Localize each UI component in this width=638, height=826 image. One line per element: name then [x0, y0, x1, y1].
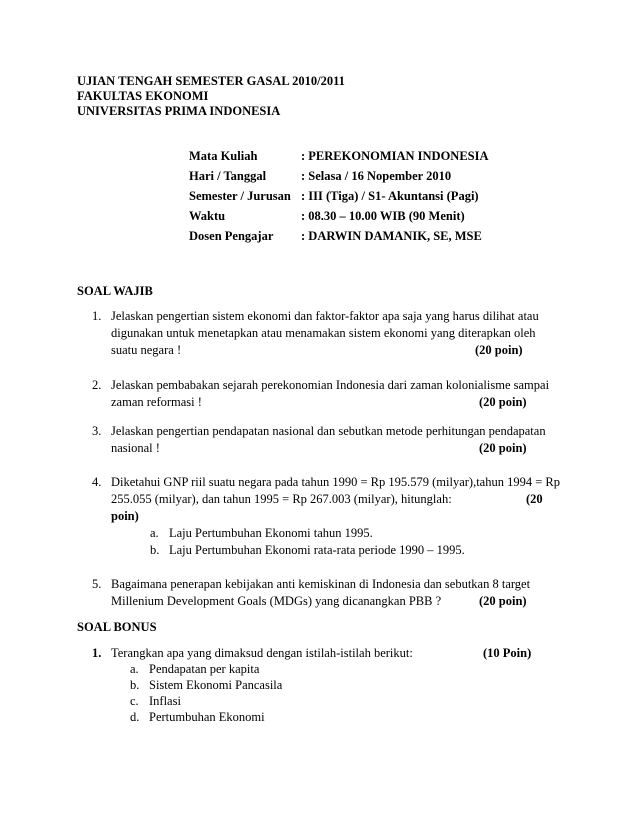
question-line: Millenium Development Goals (MDGs) yang dicanangkan PBB ? — [111, 594, 442, 608]
question-line: suatu negara ! — [111, 343, 182, 357]
question-points: (10 Poin) — [483, 646, 532, 660]
bonus-item-text: Pertumbuhan Ekonomi — [149, 710, 265, 724]
question-line: Jelaskan pengertian sistem ekonomi dan faktor-faktor apa saja yang harus dilihat atau — [111, 309, 539, 323]
question-points: (20 poin) — [479, 395, 527, 409]
bonus-item-text: Pendapatan per kapita — [149, 662, 260, 676]
question-number: 2. — [92, 378, 102, 392]
section-title-soal-wajib: SOAL WAJIB — [77, 284, 153, 298]
bonus-item-letter: d. — [130, 710, 140, 724]
question-points: (20 poin) — [479, 594, 527, 608]
info-label-semester: Semester / Jurusan — [189, 189, 291, 203]
sub-question-letter: a. — [150, 526, 159, 540]
question-line: Terangkan apa yang dimaksud dengan istilah-istilah berikut: — [111, 646, 413, 660]
bonus-item-text: Sistem Ekonomi Pancasila — [149, 678, 283, 692]
bonus-item-letter: a. — [130, 662, 139, 676]
question-line: Bagaimana penerapan kebijakan anti kemiskinan di Indonesia dan sebutkan 8 target — [111, 577, 531, 591]
info-value-dosen: : DARWIN DAMANIK, SE, MSE — [301, 229, 482, 243]
question-line: nasional ! — [111, 441, 160, 455]
question-points: (20 poin) — [475, 343, 523, 357]
question-points: (20 poin) — [479, 441, 527, 455]
info-value-semester: : III (Tiga) / S1- Akuntansi (Pagi) — [301, 189, 479, 203]
bonus-item-letter: b. — [130, 678, 140, 692]
question-number: 1. — [92, 309, 102, 323]
section-title-soal-bonus: SOAL BONUS — [77, 620, 157, 634]
question-number: 4. — [92, 475, 102, 489]
faculty-name: FAKULTAS EKONOMI — [77, 89, 209, 103]
university-name: UNIVERSITAS PRIMA INDONESIA — [77, 104, 281, 118]
question-number: 1. — [92, 646, 102, 660]
bonus-item-letter: c. — [130, 694, 139, 708]
info-label-waktu: Waktu — [189, 209, 226, 223]
info-label-dosen: Dosen Pengajar — [189, 229, 274, 243]
question-line: zaman reformasi ! — [111, 395, 202, 409]
info-value-hari-tanggal: : Selasa / 16 Nopember 2010 — [301, 169, 452, 183]
question-points-continued: poin) — [111, 509, 139, 523]
sub-question-text: Laju Pertumbuhan Ekonomi rata-rata periode 1990 – 1995. — [169, 543, 465, 557]
question-line: digunakan untuk menetapkan atau menamakan sistem ekonomi yang diterapkan oleh — [111, 326, 536, 340]
question-points: (20 — [526, 492, 543, 506]
question-number: 3. — [92, 424, 102, 438]
question-number: 5. — [92, 577, 102, 591]
bonus-item-text: Inflasi — [149, 694, 181, 708]
question-line: Jelaskan pengertian pendapatan nasional dan sebutkan metode perhitungan pendapatan — [111, 424, 546, 438]
sub-question-letter: b. — [150, 543, 160, 557]
sub-question-text: Laju Pertumbuhan Ekonomi tahun 1995. — [169, 526, 373, 540]
info-label-mata-kuliah: Mata Kuliah — [189, 149, 258, 163]
question-line: Diketahui GNP riil suatu negara pada tahun 1990 = Rp 195.579 (milyar),tahun 1994 = Rp — [111, 475, 560, 489]
question-line: 255.055 (milyar), dan tahun 1995 = Rp 267.003 (milyar), hitunglah: — [111, 492, 452, 506]
question-line: Jelaskan pembabakan sejarah perekonomian Indonesia dari zaman kolonialisme sampai — [111, 378, 550, 392]
info-value-mata-kuliah: : PEREKONOMIAN INDONESIA — [301, 149, 489, 163]
exam-title: UJIAN TENGAH SEMESTER GASAL 2010/2011 — [77, 74, 345, 88]
info-label-hari-tanggal: Hari / Tanggal — [189, 169, 267, 183]
info-value-waktu: : 08.30 – 10.00 WIB (90 Menit) — [301, 209, 465, 223]
